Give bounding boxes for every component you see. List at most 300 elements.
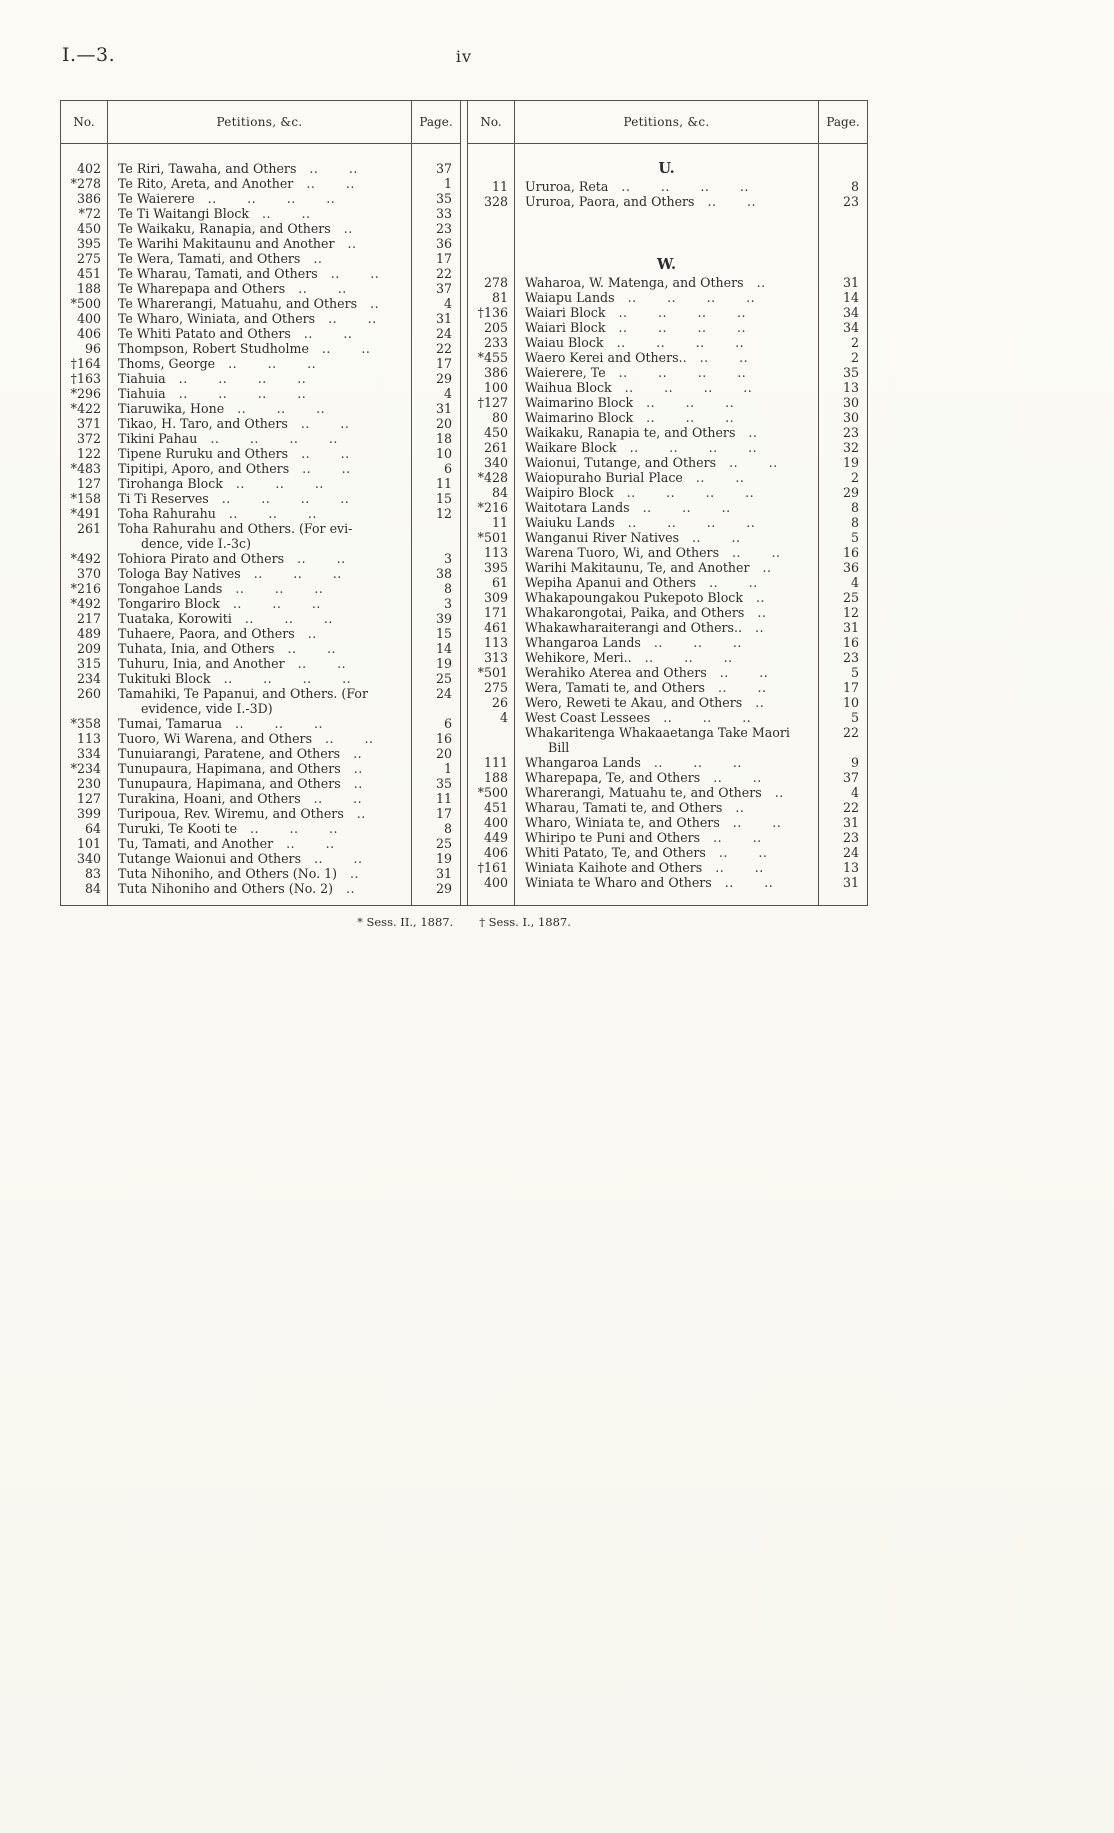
row-page: 33 (435, 206, 452, 221)
row-page: 34 (842, 305, 859, 320)
leader-dots: .. .. .. (653, 635, 742, 650)
leader-dots: .. .. .. .. (207, 191, 336, 206)
row-no: 96 (84, 341, 101, 356)
leader-dots: .. .. .. .. (221, 491, 350, 506)
row-petition-cell (107, 311, 412, 326)
table-row (468, 320, 867, 335)
row-page: 30 (842, 410, 859, 425)
row-page: 24 (435, 326, 452, 341)
table-row (61, 506, 460, 521)
row-page: 23 (842, 650, 859, 665)
row-no: 406 (483, 845, 508, 860)
row-page: 37 (842, 770, 859, 785)
row-petition-cell (514, 395, 819, 410)
row-page: 9 (850, 755, 859, 770)
row-no: *216 (477, 500, 508, 515)
row-no: †164 (70, 356, 101, 371)
row-page: 37 (435, 161, 452, 176)
table-row (61, 176, 460, 191)
row-no: 402 (76, 161, 101, 176)
leader-dots: .. .. .. (235, 581, 324, 596)
table-row (468, 875, 867, 890)
leader-dots: .. .. .. .. (629, 440, 758, 455)
row-page: 6 (443, 716, 452, 731)
petition-name: Whangaroa Lands (525, 635, 641, 650)
row-page: 2 (850, 470, 859, 485)
row-page: 24 (435, 686, 452, 701)
leader-dots: .. .. .. (235, 476, 324, 491)
leader-dots: .. .. .. .. (616, 335, 745, 350)
petition-name: Tikini Pahau (118, 431, 198, 446)
leader-dots: .. .. .. (642, 500, 731, 515)
petition-name: Tiahuia (118, 386, 166, 401)
leader-dots: .. (313, 251, 323, 266)
row-no: 451 (76, 266, 101, 281)
leader-dots: .. .. (302, 461, 351, 476)
row-page: 20 (435, 416, 452, 431)
leader-dots: .. (762, 560, 772, 575)
row-page: 11 (435, 791, 452, 806)
row-page: 23 (842, 425, 859, 440)
row-page: 31 (842, 875, 859, 890)
table-row (61, 251, 460, 266)
leader-dots: .. .. (303, 326, 353, 341)
row-petition-cell (107, 686, 412, 701)
row-no: 205 (483, 320, 508, 335)
leader-dots: .. .. .. (644, 650, 733, 665)
leader-dots: .. .. .. (663, 710, 752, 725)
row-no: 26 (491, 695, 508, 710)
leader-dots: .. .. (314, 851, 363, 866)
row-no: 233 (483, 335, 508, 350)
petition-name: Tunupaura, Hapimana, and Others (118, 776, 341, 791)
row-page: 10 (435, 446, 452, 461)
table-row (468, 440, 867, 455)
table-row (468, 770, 867, 785)
row-page: 29 (435, 881, 452, 896)
petition-name: Tuhuru, Inia, and Another (118, 656, 285, 671)
table-row (61, 566, 460, 581)
row-petition-cell (107, 596, 412, 611)
row-petition-cell (107, 716, 412, 731)
petition-name: Winiata Kaihote and Others (525, 860, 703, 875)
row-no: 234 (76, 671, 101, 686)
leader-dots: .. .. .. (653, 755, 742, 770)
row-petition-cell (514, 365, 819, 380)
leader-dots: .. .. .. (250, 821, 339, 836)
row-no: 188 (483, 770, 508, 785)
row-no: 449 (483, 830, 508, 845)
row-page: 35 (842, 365, 859, 380)
table-row (61, 626, 460, 641)
table-row (468, 194, 867, 209)
table-row (468, 785, 867, 800)
petition-name: Waimarino Block (525, 395, 634, 410)
petition-name: Waharoa, W. Matenga, and Others (525, 275, 744, 290)
column-header-page: Page. (826, 115, 860, 129)
petition-name: Tutange Waionui and Others (118, 851, 302, 866)
row-page: 23 (842, 830, 859, 845)
petition-name: Tipitipi, Aporo, and Others (118, 461, 290, 476)
table-row (468, 590, 867, 605)
row-petition-cell (107, 326, 412, 341)
row-petition-cell (514, 530, 819, 545)
leader-dots: .. .. .. (228, 356, 317, 371)
table-row (468, 635, 867, 650)
row-no: 101 (76, 836, 101, 851)
row-page: 29 (435, 371, 452, 386)
row-no: 111 (483, 755, 508, 770)
row-no: *234 (70, 761, 101, 776)
row-no: 400 (76, 311, 101, 326)
petition-name: Warena Tuoro, Wi, and Others (525, 545, 720, 560)
row-no: 400 (483, 875, 508, 890)
petition-name: Waiau Block (525, 335, 604, 350)
row-petition-cell (514, 695, 819, 710)
row-page: 31 (435, 401, 452, 416)
petition-name: Waiapu Lands (525, 290, 615, 305)
row-no: 309 (483, 590, 508, 605)
row-page: 13 (842, 860, 859, 875)
row-page: 19 (842, 455, 859, 470)
leader-dots: .. (343, 221, 353, 236)
row-page: 1 (443, 176, 452, 191)
row-petition-cell (514, 380, 819, 395)
right-half-table (468, 101, 867, 905)
table-row (468, 410, 867, 425)
row-no: *492 (70, 596, 101, 611)
table-row (61, 641, 460, 656)
document-reference: I.—3. (62, 44, 116, 66)
table-row (61, 491, 460, 506)
leader-dots: .. .. (309, 161, 358, 176)
row-petition-cell (514, 800, 819, 815)
leader-dots: .. (755, 695, 765, 710)
table-row (468, 335, 867, 350)
row-petition-cell (107, 491, 412, 506)
row-no: 275 (483, 680, 508, 695)
petition-name: Whakapoungakou Pukepoto Block (525, 590, 743, 605)
row-petition-cell (514, 425, 819, 440)
section-heading-row (468, 257, 867, 275)
petition-name: Tu, Tamati, and Another (118, 836, 274, 851)
table-row (468, 800, 867, 815)
table-row (468, 620, 867, 635)
row-no: 313 (483, 650, 508, 665)
row-page: 23 (435, 221, 452, 236)
petition-name: Turakina, Hoani, and Others (118, 791, 301, 806)
table-row (468, 530, 867, 545)
row-petition-cell (107, 191, 412, 206)
row-page: 16 (435, 731, 452, 746)
row-petition-cell (514, 275, 819, 290)
table-row (61, 206, 460, 221)
table-row (468, 725, 867, 740)
leader-dots: .. .. (325, 731, 374, 746)
leader-dots: .. .. .. .. (621, 179, 749, 194)
petition-name: Te Ti Waitangi Block (118, 206, 250, 221)
row-petition-cell (514, 635, 819, 650)
row-page: 35 (435, 776, 452, 791)
petition-name: Te Warihi Makitaunu and Another (118, 236, 335, 251)
leader-dots: .. (755, 590, 765, 605)
table-row (61, 746, 460, 761)
leader-dots: .. .. .. .. (210, 431, 338, 446)
row-no: 395 (76, 236, 101, 251)
leader-dots: .. (356, 806, 366, 821)
table-row (61, 311, 460, 326)
petition-name: Winiata te Wharo and Others (525, 875, 712, 890)
row-petition-cell (107, 521, 412, 536)
row-petition-cell (107, 671, 412, 686)
row-page: 36 (842, 560, 859, 575)
row-no: 11 (491, 179, 508, 194)
footnote-session-1: † Sess. I., 1887. (479, 915, 571, 929)
row-petition-cell (514, 590, 819, 605)
leader-dots: .. .. (718, 845, 768, 860)
row-page: 29 (842, 485, 859, 500)
row-petition-cell (514, 830, 819, 845)
row-petition-cell (107, 746, 412, 761)
row-no: *501 (477, 530, 508, 545)
row-page: 17 (842, 680, 859, 695)
row-page: 6 (443, 461, 452, 476)
row-no: 340 (483, 455, 508, 470)
row-petition-cell (107, 806, 412, 821)
row-no: 84 (491, 485, 508, 500)
leader-dots: .. .. (729, 455, 778, 470)
leader-dots: .. .. (709, 575, 758, 590)
petition-name: Wero, Reweti te Akau, and Others (525, 695, 743, 710)
table-row (61, 776, 460, 791)
row-petition-cell (107, 836, 412, 851)
petition-name: Tohiora Pirato and Others (118, 551, 285, 566)
row-page: 32 (842, 440, 859, 455)
row-no: 80 (491, 410, 508, 425)
petition-name: Tuoro, Wi Warena, and Others (118, 731, 313, 746)
row-page: 4 (850, 785, 859, 800)
table-header (61, 101, 460, 144)
petition-name: Te Waikaku, Ranapia, and Others (118, 221, 331, 236)
row-petition-cell (514, 455, 819, 470)
leader-dots: .. (735, 800, 745, 815)
table-row (468, 500, 867, 515)
row-petition-cell (107, 176, 412, 191)
row-petition-cell (107, 551, 412, 566)
petition-name: Waiuku Lands (525, 515, 615, 530)
row-page: 3 (443, 596, 452, 611)
petition-name: Waero Kerei and Others.. (525, 350, 687, 365)
row-page: 22 (842, 800, 859, 815)
row-petition-cell (514, 470, 819, 485)
leader-dots: .. .. (313, 791, 363, 806)
table-row (61, 731, 460, 746)
spacer-row (468, 209, 867, 257)
leader-dots: .. .. .. .. (223, 671, 352, 686)
column-rule (107, 101, 108, 905)
row-no: *296 (70, 386, 101, 401)
petition-name: Wharo, Winiata te, and Others (525, 815, 720, 830)
row-petition-cell (514, 650, 819, 665)
row-page: 23 (842, 194, 859, 209)
petition-name-continued: evidence, vide I.-3D) (141, 701, 273, 716)
leader-dots: .. .. .. .. (618, 320, 747, 335)
petition-name: Waimarino Block (525, 410, 634, 425)
row-page: 12 (435, 506, 452, 521)
row-no: 370 (76, 566, 101, 581)
table-row (61, 386, 460, 401)
row-petition-cell (514, 665, 819, 680)
row-no: 450 (76, 221, 101, 236)
row-petition-cell (514, 290, 819, 305)
row-petition-cell (107, 221, 412, 236)
table-row (468, 860, 867, 875)
table-row (61, 551, 460, 566)
petition-name: Tamahiki, Te Papanui, and Others. (For (118, 686, 368, 701)
row-petition-cell (107, 386, 412, 401)
row-page: 5 (850, 530, 859, 545)
table-row (61, 851, 460, 866)
petition-name: Ururoa, Reta (525, 179, 609, 194)
petition-name: Tuataka, Korowiti (118, 611, 232, 626)
table-row (468, 470, 867, 485)
table-row (468, 515, 867, 530)
row-no: *278 (70, 176, 101, 191)
row-no: *500 (477, 785, 508, 800)
table-row (468, 275, 867, 290)
row-no: †127 (477, 395, 508, 410)
row-petition-cell (107, 401, 412, 416)
row-page: 12 (842, 605, 859, 620)
petition-name: Tunuiarangi, Paratene, and Others (118, 746, 341, 761)
row-no: 450 (483, 425, 508, 440)
row-petition-cell (514, 725, 819, 740)
leader-dots: .. .. (695, 470, 745, 485)
column-header-page: Page. (419, 115, 453, 129)
table-row-continuation (468, 740, 867, 755)
left-half-table (61, 101, 460, 905)
petition-name: Tongahoe Lands (118, 581, 223, 596)
row-page: 17 (435, 251, 452, 266)
row-page: 24 (842, 845, 859, 860)
row-page: 11 (435, 476, 452, 491)
column-header-no: No. (480, 115, 502, 129)
row-petition-cell (107, 851, 412, 866)
row-no: 217 (76, 611, 101, 626)
table-row (468, 425, 867, 440)
leader-dots: .. .. (298, 281, 347, 296)
column-header-petitions: Petitions, &c. (623, 115, 710, 129)
row-no: 113 (76, 731, 101, 746)
row-page: 8 (850, 515, 859, 530)
table-row (468, 830, 867, 845)
petition-name: Whangaroa Lands (525, 755, 641, 770)
table-row (61, 581, 460, 596)
row-no: 261 (483, 440, 508, 455)
row-petition-cell (107, 761, 412, 776)
row-no: 406 (76, 326, 101, 341)
row-no: *500 (70, 296, 101, 311)
row-petition-cell (107, 236, 412, 251)
row-no: †136 (477, 305, 508, 320)
row-no: 61 (491, 575, 508, 590)
petition-name: Te Wharepapa and Others (118, 281, 286, 296)
petition-name: Waierere, Te (525, 365, 606, 380)
petition-name: Warihi Makitaunu, Te, and Another (525, 560, 750, 575)
table-row (61, 236, 460, 251)
row-page: 2 (850, 335, 859, 350)
row-petition-cell (514, 605, 819, 620)
petition-name: Waionui, Tutange, and Others (525, 455, 717, 470)
petition-name: Tuta Nihoniho, and Others (No. 1) (118, 866, 338, 881)
row-petition-cell (514, 770, 819, 785)
row-petition-cell (107, 416, 412, 431)
row-petition-cell (514, 305, 819, 320)
petition-name: Tikao, H. Taro, and Others (118, 416, 288, 431)
table-row (61, 866, 460, 881)
leader-dots: .. .. .. .. (627, 290, 756, 305)
row-petition-cell (514, 785, 819, 800)
row-petition-cell (514, 515, 819, 530)
footnotes (60, 915, 868, 929)
row-petition-cell (514, 545, 819, 560)
table-row (468, 395, 867, 410)
row-petition-cell (514, 335, 819, 350)
row-petition-cell (514, 620, 819, 635)
row-no: 399 (76, 806, 101, 821)
row-petition-cell (107, 536, 412, 551)
row-page: 25 (435, 836, 452, 851)
row-page: 31 (842, 620, 859, 635)
petition-name: Waiopuraho Burial Place (525, 470, 683, 485)
column-header-no: No. (73, 115, 95, 129)
petition-name: Te Rito, Areta, and Another (118, 176, 294, 191)
row-no: 261 (76, 521, 101, 536)
petition-name: Ururoa, Paora, and Others (525, 194, 695, 209)
leader-dots: .. .. (297, 551, 346, 566)
table-row (468, 545, 867, 560)
row-page: 14 (842, 290, 859, 305)
table-row (61, 476, 460, 491)
row-page: 2 (850, 350, 859, 365)
table-row (61, 191, 460, 206)
row-petition-cell (107, 371, 412, 386)
table-header (468, 101, 867, 144)
row-page: 4 (443, 386, 452, 401)
petition-name: Tiaruwika, Hone (118, 401, 225, 416)
row-no: 386 (76, 191, 101, 206)
row-petition-cell (514, 410, 819, 425)
row-petition-cell (107, 821, 412, 836)
table-row (468, 179, 867, 194)
row-petition-cell (107, 731, 412, 746)
row-page: 31 (842, 275, 859, 290)
leader-dots: .. (757, 605, 767, 620)
row-page: 25 (435, 671, 452, 686)
row-page: 35 (435, 191, 452, 206)
row-no: *455 (477, 350, 508, 365)
row-no: *492 (70, 551, 101, 566)
petition-name: Wehikore, Meri.. (525, 650, 632, 665)
row-petition-cell (107, 281, 412, 296)
row-petition-cell (514, 500, 819, 515)
row-petition-cell (514, 815, 819, 830)
table-row (468, 695, 867, 710)
column-rule (818, 101, 819, 905)
petition-name: Tukituki Block (118, 671, 211, 686)
row-petition-cell (107, 641, 412, 656)
right-table-body (468, 144, 867, 890)
